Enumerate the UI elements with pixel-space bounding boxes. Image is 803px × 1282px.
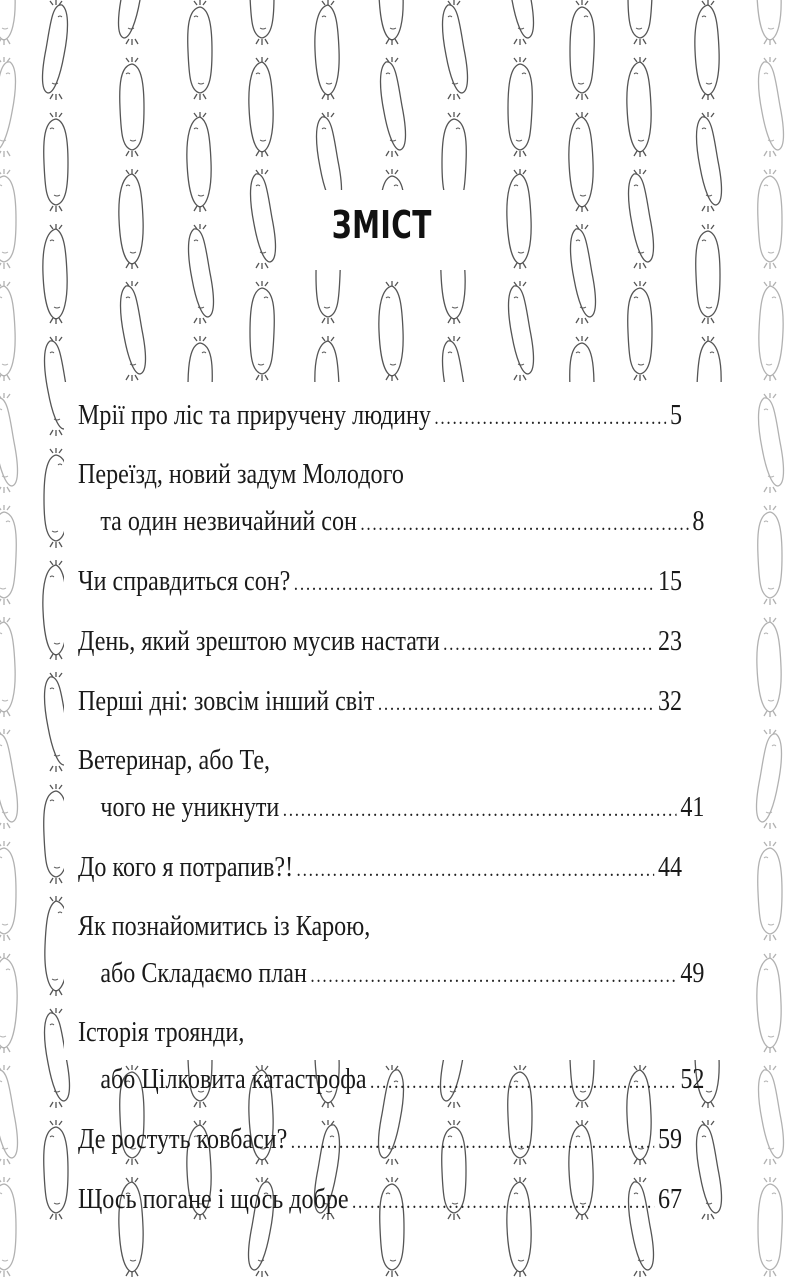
toc-page-number: 5 — [670, 400, 683, 431]
dot-leader — [283, 786, 677, 834]
sausage-icon — [748, 52, 792, 162]
toc-entry[interactable] — [78, 618, 682, 668]
sausage-icon — [748, 164, 792, 274]
sausage-icon — [0, 52, 26, 162]
dot-leader — [360, 500, 689, 548]
toc-entry[interactable] — [78, 844, 682, 894]
sausage-icon — [0, 276, 26, 386]
sausage-icon — [618, 52, 662, 162]
toc-page-number: 23 — [658, 626, 683, 657]
toc-entry[interactable] — [78, 738, 705, 834]
sausage-icon — [370, 0, 414, 50]
toc-entry-title-continued: або Цілковита катастрофа — [100, 1064, 367, 1095]
toc-entry-title-continued: чого не уникнути — [100, 792, 280, 823]
toc-entry-title: Перші дні: зовсім інший світ — [78, 686, 375, 717]
toc-entry[interactable] — [78, 678, 682, 728]
sausage-icon — [748, 724, 792, 834]
sausage-icon — [0, 500, 26, 610]
sausage-icon — [34, 0, 78, 105]
toc-entry[interactable] — [78, 1010, 705, 1106]
sausage-icon — [686, 107, 730, 217]
toc-page-number: 8 — [692, 506, 705, 537]
sausage-icon — [748, 276, 792, 386]
sausage-icon — [0, 0, 26, 50]
toc-page-number: 52 — [680, 1064, 705, 1095]
toc-page-number: 15 — [658, 566, 683, 597]
toc-page-number: 44 — [658, 852, 683, 883]
sausage-icon — [240, 276, 284, 386]
sausage-icon — [240, 52, 284, 162]
sausage-icon — [34, 1115, 78, 1225]
dot-leader — [443, 620, 654, 668]
dot-leader — [370, 1058, 677, 1106]
toc-entry[interactable] — [78, 452, 705, 548]
sausage-icon — [618, 276, 662, 386]
sausage-icon — [110, 52, 154, 162]
toc-entry-title: Щось погане і щось добре — [78, 1184, 349, 1215]
sausage-icon — [178, 107, 222, 217]
sausage-icon — [0, 612, 26, 722]
sausage-icon — [0, 1172, 26, 1282]
sausage-icon — [560, 0, 604, 105]
sausage-icon — [0, 836, 26, 946]
sausage-icon — [748, 612, 792, 722]
sausage-icon — [748, 388, 792, 498]
sausage-icon — [498, 52, 542, 162]
toc-entry[interactable] — [78, 558, 682, 608]
toc-entry[interactable] — [78, 392, 682, 442]
sausage-icon — [748, 0, 792, 50]
toc-page-number: 41 — [680, 792, 705, 823]
toc-entry[interactable] — [78, 904, 705, 1000]
sausage-icon — [498, 276, 542, 386]
dot-leader — [434, 394, 666, 442]
sausage-icon — [370, 52, 414, 162]
toc-page-number: 49 — [680, 958, 705, 989]
toc-entry-title: Де ростуть ковбаси? — [78, 1124, 288, 1155]
sausage-icon — [178, 0, 222, 105]
toc-page-number: 32 — [658, 686, 683, 717]
sausage-icon — [432, 0, 476, 105]
toc-entry[interactable] — [78, 1176, 682, 1226]
sausage-icon — [686, 0, 730, 105]
toc-entry-title: Мрії про ліс та приручену людину — [78, 400, 431, 431]
toc-entry-title-continued: або Складаємо план — [100, 958, 307, 989]
dot-leader — [378, 680, 655, 728]
sausage-icon — [0, 164, 26, 274]
sausage-icon — [686, 1115, 730, 1225]
sausage-icon — [748, 1060, 792, 1170]
dot-leader — [297, 846, 655, 894]
sausage-icon — [748, 836, 792, 946]
sausage-icon — [748, 1172, 792, 1282]
toc-entry-title: Ветеринар, або Те, — [78, 745, 271, 776]
toc-page-number: 59 — [658, 1124, 683, 1155]
sausage-icon — [240, 0, 284, 50]
sausage-icon — [618, 0, 662, 50]
page-title: ЗМІСТ — [331, 203, 432, 247]
table-of-contents — [78, 392, 705, 1236]
toc-entry-title: Чи справдиться сон? — [78, 566, 291, 597]
sausage-icon — [0, 388, 26, 498]
toc-entry[interactable] — [78, 1116, 682, 1166]
sausage-icon — [560, 107, 604, 217]
toc-entry-title: Як познайомитись із Карою, — [78, 911, 371, 942]
sausage-icon — [110, 276, 154, 386]
dot-leader — [310, 952, 677, 1000]
sausage-icon — [306, 0, 350, 105]
dot-leader — [291, 1118, 655, 1166]
toc-entry-title-continued: та один незвичайний сон — [100, 506, 357, 537]
toc-entry-title: День, який зрештою мусив настати — [78, 626, 440, 657]
dot-leader — [352, 1178, 655, 1226]
toc-entry-title: Переїзд, новий задум Молодого — [78, 459, 404, 490]
sausage-icon — [498, 0, 542, 50]
toc-entry-title: До кого я потрапив?! — [78, 852, 294, 883]
dot-leader — [294, 560, 655, 608]
toc-page-number: 67 — [658, 1184, 683, 1215]
sausage-icon — [0, 948, 26, 1058]
sausage-icon — [370, 276, 414, 386]
sausage-icon — [0, 1060, 26, 1170]
sausage-icon — [0, 724, 26, 834]
sausage-icon — [34, 107, 78, 217]
sausage-icon — [748, 948, 792, 1058]
sausage-icon — [748, 500, 792, 610]
toc-entry-title: Історія троянди, — [78, 1017, 245, 1048]
sausage-icon — [110, 0, 154, 50]
